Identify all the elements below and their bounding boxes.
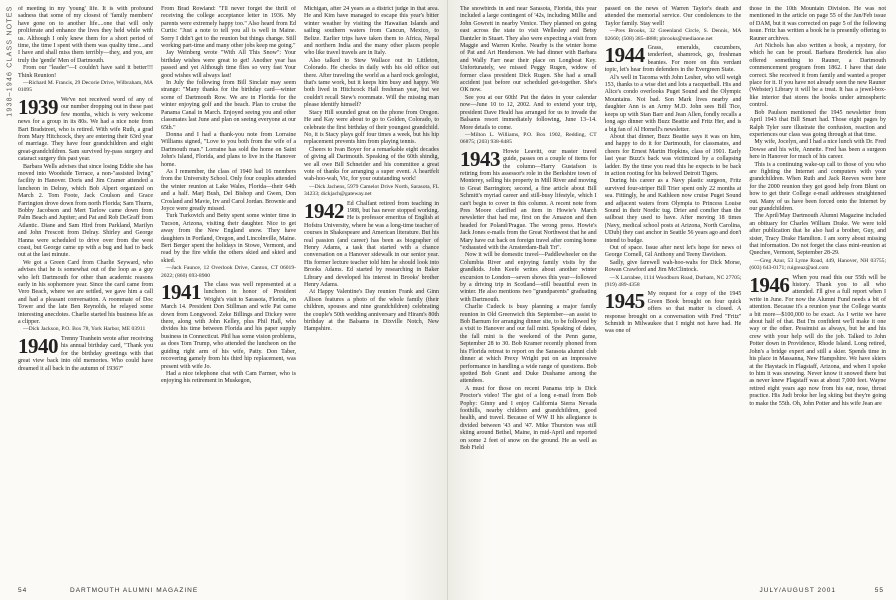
paragraph: Michigan, after 24 years as a district judge in that area. He and Kim have managed to escape this year's bitter winter weather by visiting the Hawaiian Islands and sailing southern waters from Cancun, Mexico, to Belize. Earlier trips have taken them to Africa, Nepal and northern India and the many other places people who like travel travels are in Italy. <box>304 6 439 57</box>
paragraph: Charlie Cudeck is busy planning a major family reunion in Old Greenwich this September—an assist to Bob Barnum for arranging dinner site, to be followed by a visit to Hanover and our fall mini. Speaking of dates, the fall mini is the weekend of the Penn game, September 28 to 30. Bob Kramer recently phoned from his Florida retreat to report on the Sarasota alumni club dinner at which Prexy Wright put on an impressive performance in handling a wide range of questions. Bob spotted Bob Grant and Duke Dushame among the attendees. <box>460 304 597 385</box>
paragraph: Cheers to Ivan Boyer for a remarkable eight decades of giving all Dartmouth. Speaking of the 60th shindig, we all owe Bill Schneider and his committee a great vote of thanks for arranging a super event. A heartfelt wah-hoo-wah, Vic, for your outstanding work! <box>304 146 439 183</box>
paragraph: From our "leader"—I couldn't have said it better!!! Think Reunion! <box>18 65 153 79</box>
class-1944 <box>605 45 742 75</box>
paragraph: Trenny Tranhein wrote after receiving his annual birthday card, "Thank you for the birthday greetings with that great view back into old memories. Who could have dreamed it all back in the autumn of 1936?" <box>18 335 153 372</box>
paragraph: Ed Chalfant retired from teaching in 1988, but has never stopped working. He is professor emeritus of English at Hofstra University, where he was a long-time teacher of courses in Shakespeare and American literature. But his real passion (and career) has been as biographer of Henry Adams, a task that started with a chance conversation on a Hanover sidewalk in our senior year. His former lecture teacher told him he should look into Brooks Adams. Ed started by researching in Baker Library and developed his interest in Brooks' brother Henry Adams. <box>304 200 439 289</box>
column-3 <box>304 6 439 568</box>
year-heading: 1940 <box>18 333 58 358</box>
paragraph: This is a continuing wake-up call to those of you who are fighting the Internet and computers with your grandchildren. When Ruth and Jack Reeves were here for the 2000 reunion they got good help from Blunt on how to get their College e-mail addresses straightened out. Many of us have been forced onto the Internet by our grandchildren. <box>749 161 887 212</box>
paragraph: Sadly, give farewell wah-hoo-wahs for Dick Morse, Rowan Crawford and Jim McClintock. <box>604 259 742 274</box>
paragraph: The snowbirds in and near Sarasota, Florida, this year included a large contingent of '42s, including Millie and John Gowrett in nearby Venice. They planned on going east across the state to visit Wellesley and Betsy Dantzler in Stuart. They also were expecting a visit from Maggie and Warren Krehe. Nearby is the winter home of Pat and Art Henderson. We had dinner with Barbara and Wally Farr near their place on Longboat Key. Unfortunately, we missed Peggy Rugen, widow of former class president Dick Rugen. She had a small accident just before our scheduled get-together. She's OK now. <box>460 6 597 94</box>
class-1941 <box>161 282 296 371</box>
paragraph: Art Nichols has also written a book, a mystery, for which he can be proud. Barbara Broderick has also offered something to Rauner, a Dartmouth commencement program from 1862. I have that date correct. She received it from family and wanted a proper place for it. If you have not already seen the new Rauner (Webster) Library it will be a treat. It has a jewel-box-like interior that stores the books under atmospheric control. <box>749 43 887 109</box>
class-1939 <box>18 94 153 164</box>
column-1 <box>18 6 153 568</box>
paragraph: Grass, emeralds, cucumbers, tenderfeet, shamrock, go, freshman beanies. For more on this verdant topic, let's hear from defenders in the Evergreen State. <box>604 45 742 74</box>
paragraph: Jay Weinberg wrote "With All This Snow": Your birthday wishes were great to get! Another year has passed and yet Although time flies so very fast Your good wishes will always last! <box>161 50 296 79</box>
paragraph: Had a nice telephone chat with Cam Farmer, who is enjoying his retirement in Muskegon, <box>161 370 296 385</box>
paragraph: We've not received word of any of our number dropping out in these past few months, which is very welcome news for a group in its 80s. We had a nice note from Bart Bradstreet, who is retired. With wife Ruth, a grad from Mary Hitchcock, they are entering their 63rd year of marriage. They have four grandchildren and eight great-grandchildren. Sam survived by-pass surgery and cataract surgery this past year. <box>18 96 153 163</box>
paragraph: Out of space. Issue after next let's hope for news of George Cornell, Gil Anthony and Teeny Davidson. <box>604 245 742 259</box>
paragraph: During his career as a Navy plastic surgeon, Fritz survived four-striper Bill Trier spent only 22 months at sea. Fittingly, he and Kathleen now cruise Puget Sound and adjacent waters from Olympia to Princess Louise Sound in their Nordic tug. Drier and comfier than the sailboat they used to have. After moving 18 times (Navy, medical school posts at Arizona, North Carolina, UDub) they cast anchor in Seattle 56 years ago and don't intend to budge. <box>604 178 742 244</box>
paragraph: Turk Turkovich and Betty spent some winter time in Tucson, Arizona, visiting their daughter. Nice to get away from the New England snow. They have daughters in Portland, Oregon, and Lincolnville, Maine. Bert Berger spent the holidays in Stowe, Vermont, and read by the fire while the others skied and skied and skied. <box>161 213 296 264</box>
paragraph: A must for those on recent Panama trip is Dick Proctor's video! The gist of a long e-mail from Bob Pophy: Ginny and I enjoy California Sierra Nevada foothills, nearby children and grandchildren, good health, and travel. Because of WW II his allegiance is divided between '43 and '47. Mike Thurston was still skiing around Bethel, Maine, in mid-April and reported on some 2 feet of snow on the ground. He as well as Bob Field <box>460 385 597 451</box>
paragraph: passed on the news of Warren Taylor's death and attended the memorial service. Our condolences to the Taylor family. Stay well! <box>604 6 742 27</box>
column-2 <box>161 6 296 568</box>
paragraph: My request for a copy of the 1945 Green Book brought on four quick offers so that matter is closed. A response brought on a conversation with Fred "Fritz" Schmidt in Milwaukee that I might not have had. He was one of <box>604 291 742 335</box>
signature: —Jack Faunce, 12 Overlook Drive, Canton, CT 06019-2022; (860) 693-8900 <box>161 265 296 279</box>
class-1943 <box>460 146 597 253</box>
sidebar-label: 1938–1946 CLASS NOTES <box>6 5 14 117</box>
signature: —Richard M. Francis, 29 Decorie Drive, Wilbraham, MA 01095 <box>18 80 153 94</box>
signature: —X Larrabee, 1114 Woodburn Road, Durham, NC 27705; (919) 489-4358 <box>604 274 742 289</box>
paragraph: Stacy Hill sounded great on the phone from Oregon. He and Kay were about to go to Golden, Colorado, to celebrate the first birthday of their youngest grandchild. No, it is Stacy plays golf four times a week, but his hip replacement prevents him from playing tennis. <box>304 109 439 146</box>
right-page <box>448 0 896 600</box>
paragraph: Donna and I had a thank-you note from Lorraine Williams signed, "Love to you both from the wife of a Dartmouth man." Lorraine has sold the home on Saint John's Island, Florida, and plans to live in the Hanover home. <box>161 131 296 168</box>
paragraph: of meeting in my 'young' life. It is with profound sadness that some of my closest of 'family members' have gone on to another life....one that will only proliferate and enhance the lives they held while with us. Although I only knew them for a short period of time, the time I spent with them was quality time....and I have and shall miss them terribly—they, and you, are truly the 'gentle' Men of Dartmouth. <box>18 6 153 64</box>
issue-date: JULY/AUGUST 2001 <box>759 587 836 594</box>
signature: —Dick Jachens, 5979 Camelot Drive North, Sarasota, FL 34233; dickjach@gateway.net <box>304 183 439 198</box>
signature: —Milton L. Williams, P.O. Box 1902, Redding, CT 06875; (203) 938-8485 <box>460 131 597 146</box>
paragraph: We got a Green Card from Charlie Seyward, who advises that he is somewhat out of the loop as a guy who left Dartmouth for other than academic reasons early in his sophomore year. Since the card came from Vero Beach, where we are settled, we gave him a call and had a pleasant conversation. A roommate of Doc Tower and the late Ben Reynolds, he relayed some interesting anecdotes. Charlie started his business life as a clipper. <box>18 259 153 326</box>
signature: —Dick Jackson, P.O. Box 78, York Harbor, ME 03911 <box>23 326 146 333</box>
paragraph: those in the 10th Mountain Division. He was not mentioned in the article on page 55 of the Jan/Feb issue of DAM, but it was corrected on page 5 of the following issue. Fritz has written a book he is presently offering to Rauner archives. <box>749 6 887 42</box>
column-5 <box>605 6 742 568</box>
paragraph: About that dinner, Buzz Beattie says it was on him, and happy to do it for Dartmouth, for classmates, and cheers for Ernest Martin Hopkins, class of 1901. Early last year Buzz's back was victimized by a collapsing ladder. By the time you read this he expects to be back in action rooting for his beloved Detroit Tigers. <box>604 133 742 177</box>
left-columns <box>18 6 439 568</box>
column-6 <box>749 6 886 568</box>
year-heading: 1945 <box>604 289 645 314</box>
year-heading: 1943 <box>460 146 500 171</box>
paragraph: The April/May Dartmouth Alumni Magazine included an obituary for Charles William Drake. We were told after publication that he also had a brother, Guy, and sister, Tracy Drake Hamilton. I am sorry about missing that information. Do not forget the class mini-reunion at Quechee, Vermont, September 28-29. <box>749 213 887 257</box>
paragraph: When you read this our 55th will be history. Thank you to all who attended. I'll give a full report when I write in June. For now the Alumni Fund needs a bit of attention. Because it's a reunion year the College wants a bit more—$100,000 to be exact. As I write we have about half of that. But I'm confident we'll make it one way or the other. Pessimist as always, but he and his crew with your help will do the job. Talked to John Potter down in Providence, Rhode Island. Long retired, John's a bridge expert and still a skier. Spends time in his place in Massanna, New Hampshire. We have skiers at the Haystack in Flagstaff, Arizona, and when I spoke to him it was snowing. Never know it snowed there but as never knew Flagstaff was at about 7,000 feet. Wayne retired eight years ago now from his ear, nose, throat practice. His Judi broke her leg skiing but they're going to make the 55th. Oh, John Potter and his wife Jean are <box>749 274 887 407</box>
paragraph: Also talked to Stew Wallace out in Littleton, Colorado. He checks in daily with his old office out there. After traveling the world as a hard rock geologist, that's tame work, but it keeps him busy and happy. We both lived in Hitchcock Hall freshman year, but we couldn't recall Stew's roommate. Will the missing man please identify himself? <box>304 57 439 109</box>
magazine-title: DARTMOUTH ALUMNI MAGAZINE <box>70 587 199 594</box>
year-heading: 1939 <box>18 94 58 119</box>
paragraph: Bob Paulson mentioned the 1945 newsletter from April 1943 that Bill Smart had. Those eight pages by Ralph Tyler sure illustrate the confusion, reaction and experiences our class was going through at that time. <box>749 109 887 138</box>
paragraph: Al's well in Tacoma with John Lesher, who will weigh 153, thanks to a wise diet and lots a racquetball. His and Alice's condo overlooks Puget Sound and the Olympic Mountains. Not bad. Son Mark lives nearby and daughter Ann is an Army M.D. John sees Bill Tice, keeps up with Stan Barr and Jean Allen, fondly recalls a long ago dinner with Buzz Beattie and Fritz Her, and is a big fan of Al Hornell's newsletter. <box>604 74 742 133</box>
paragraph: From Brad Rowland: "I'll never forget the thrill of receiving the college acceptance letter in 1936. My parents were extremely happy too." Also heard from Ed Curtis: "Just a note to tell you all is well in Maine. Sorry I didn't get to the reunion but things change. Still working part-time and many other jobs keep me going." <box>161 6 296 50</box>
column-4 <box>460 6 597 568</box>
paragraph: At Happy Valentine's Day reunion Frank and Ginn Allison features a photo of the whole family (their children, spouses and nine grandchildren) celebrating the couple's 50th wedding anniversary and Hiram's 80th birthday at the Balsams in Dixville Notch, New Hampshire. <box>304 289 439 333</box>
right-columns <box>460 6 886 568</box>
paragraph: The class was well represented at a luncheon in honor of President Wright's visit to Sarasota, Florida, on March 14. President Don Stillman and wife Pat came down from Longwood. Zeke Billings and Dickey were there, along with John Kelley, plus Phil Hall, who divides his time between Florida and his paper supply business in Connecticut. Phil has some vision problems, as does Tom Trump, who attended the luncheon on the guiding right arm of his wife, Patty. Don Taber, recovering gamely from his third hip replacement, was present with wife Jo. <box>161 282 296 370</box>
paragraph: As I remember, the class of 1940 had 16 members from the University School. Only four couples attended the winter reunion at Lake Wales, Florida—their 64th and a half. Marj Bush, Del Bishop and Gwen, Don Crosland and Mavie, Irv and Carol Jordan. Brownie and Joyce were greatly missed. <box>161 168 296 212</box>
year-heading: 1942 <box>304 198 344 223</box>
class-1946 <box>749 272 887 408</box>
paragraph: My wife, Jocelyn, and I had a nice lunch with Dr. Fred Dowse and his wife, Annette. Fred has been a surgeon here in Hanover for much of his career. <box>749 139 887 161</box>
signature: —Greg Azur, 53 Lyme Road, 449, Hanover, NH 03755; (603) 643-0171; ruigreaz@aol.com <box>749 257 887 272</box>
paragraph: Howie Leavitt, our master travel guide, passes on a couple of items for the column—Harry Gustafson is retiring from his assessor's role in the Berkshire town of Monterey, selling his property in Mill River and moving to Great Barrington; second, a fine article about Bill Schmitt's myriad career and still-busy lifestyle, which I can't begin to cover in this column. A recent note from Pres Moore clarified an item in Howie's March newsletter that had me, first on the Amazon and then headed for Poland/Prague. The wrong press. Howie's Jack Jones e-mails from the Great Northwest that he and Mary have cut back on foreign travel after coming home "exhausted with the Amsterdam-Bali Tri". <box>460 148 597 251</box>
signature: —Pres Brooks, 32 Greenland Circle, S. Dennis, MA 02660; (508) 385-4888; pbrooks@mediaone.net <box>604 28 742 42</box>
year-heading: 1944 <box>604 43 645 68</box>
page-number-left: 54 <box>18 587 28 594</box>
page-number-right: 55 <box>874 587 884 594</box>
paragraph: In July the following from Bill Sinclair may seem strange: "Many thanks for the birthday card—winter scene of Dartmouth Row. We are in Florida for the winter enjoying golf and the beach. Plan to cruise the Panama Canal in March. Enjoyed seeing you and other classmates last June and plan on seeing everyone at our 65th." <box>161 80 296 131</box>
class-1945 <box>605 291 742 335</box>
class-1942 <box>304 198 439 290</box>
year-heading: 1946 <box>749 272 790 297</box>
paragraph: See you at our 60th! Put the dates in your calendar now—June 10 to 12, 2002. And to extend your trip, president Dave Heald has arranged for us to invade the Balsams resort immediately following, June 13–14. More details to come. <box>460 94 597 131</box>
paragraph: Barbara Wells advises that since losing Eddie she has moved into Woodside Terrace, a non-"assisted living" facility in Hanover. Doris and Jim Cramer attended a luncheon in Delray, which Bob Alpert organized on March 2. Tom Foote, Jack Coulson and Grace Farrington drove down from north Florida; Sam Thurm, Bobby Jacobson and Mert Tarlow came down from Palm Beach and Jupiter; and Pat and Rob DeGraff from Atlantic. Diane and Sam Hird from Parkland, Marilyn and John Frescott from Delray. Shirley and George Hanna were scheduled to drive over from the west coast, but George came up with a bug and had to back out at the last minute. <box>18 163 153 259</box>
paragraph: Now it will be domestic travel—Paddlewheeler on the Columbia River and enjoying family visits by the grandkids. John Keefe writes about another winter excursion to London—seven shows this year—followed by a driving trip in Scotland—still beautiful even in winter. He also mentions two "grandparents" graduating with Dartmouth. <box>460 252 597 303</box>
class-1940 <box>18 333 153 373</box>
year-heading: 1941 <box>161 280 201 305</box>
class-notes-sidebar <box>4 5 16 128</box>
